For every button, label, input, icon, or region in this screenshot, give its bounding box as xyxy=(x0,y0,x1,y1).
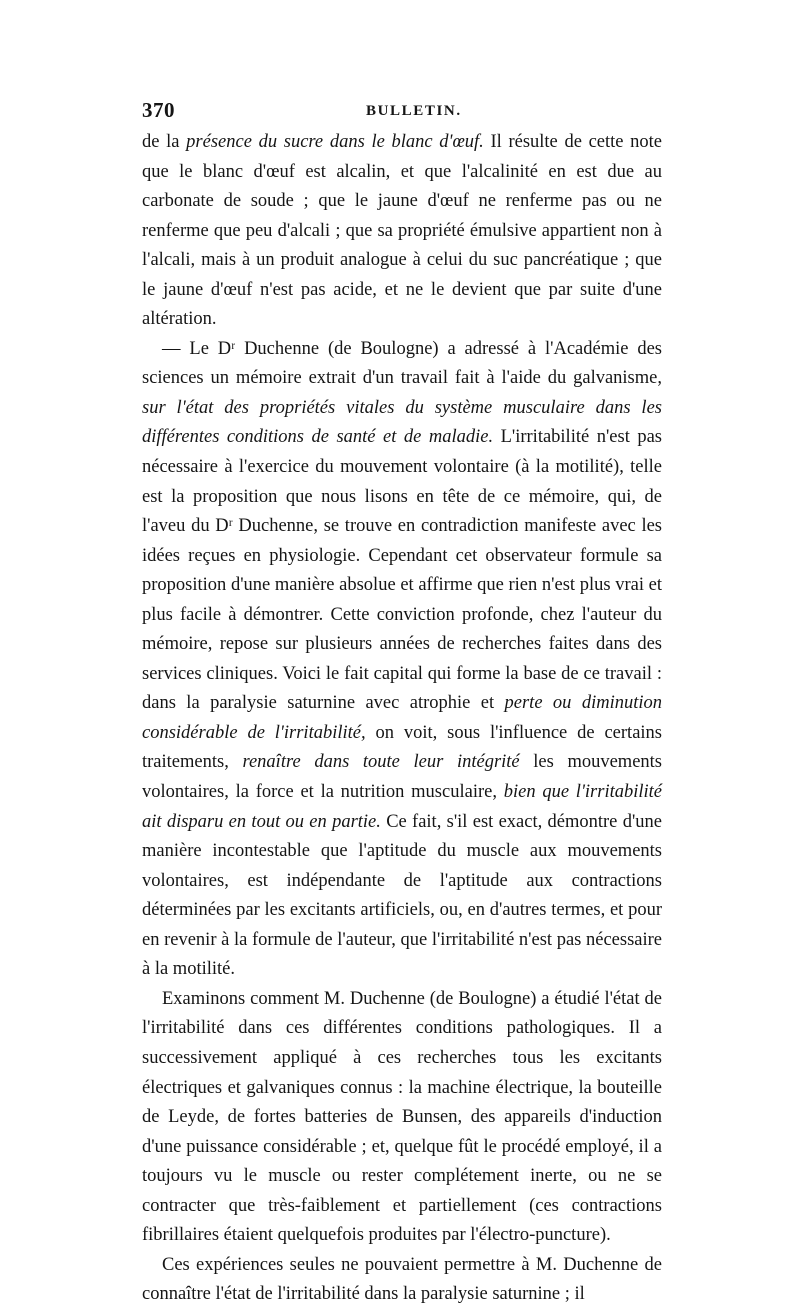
page-header xyxy=(142,98,662,124)
text-run: de la xyxy=(142,132,187,152)
text-run: — Le Dʳ Duchenne (de Boulogne) a adressé à l'Académie des sciences un mémoire extrait d'un travail fait à l'aide du galvanisme, xyxy=(142,338,662,389)
italic-text: présence du sucre dans le blanc d'œuf. xyxy=(186,132,484,152)
body-text xyxy=(142,128,662,1310)
text-run: Il résulte de cette note que le blanc d'œuf est alcalin, et que l'alcalinité en est due au carbonate de soude ; que le jaune d'œuf ne renferme pas ou ne renferme que peu d'alcali ; que sa propriété émulsive appartient non à l'alcali, mais à un produit analogue à celui du suc pancréatique ; que le jaune d'œuf n'est pas acide, et ne le devient que par suite d'une altération. xyxy=(142,132,663,330)
paragraph xyxy=(142,985,662,1251)
italic-text: renaître dans toute leur intégrité xyxy=(242,752,520,773)
text-run: on voit, sous l'influence de certains traitements, xyxy=(142,722,662,773)
text-run: Ces expériences seules ne pouvaient permettre à M. Duchenne de connaître l'état de l'irritabilité dans la paralysie saturnine ; il xyxy=(142,1254,662,1305)
paragraph xyxy=(142,128,662,335)
paragraph xyxy=(142,1251,662,1310)
italic-text: perte ou diminution considérable de l'irritabilité, xyxy=(142,693,662,743)
paragraph xyxy=(142,335,662,985)
text-run: les mouvements volontaires, la force et la nutrition musculaire, xyxy=(142,752,662,803)
text-run: L'irritabilité n'est pas nécessaire à l'exercice du mouvement volontaire (à la motilité), telle est la proposition que nous lisons en tête de ce mémoire, qui, de l'aveu du Dʳ Duchenne, se trouve en contradiction manifeste avec les idées reçues en physiologie. Cependant cet observateur formule sa proposition d'une manière absolue et affirme que rien n'est plus vrai et plus facile à démontrer. Cette conviction profonde, chez l'auteur du mémoire, repose sur plusieurs années de recherches faites dans des services cliniques. Voici le fait capital qui forme la base de ce travail : dans la paralysie saturnine avec atrophie et xyxy=(142,427,662,714)
italic-text: sur l'état des propriétés vitales du système musculaire dans les différentes conditions de santé et de maladie. xyxy=(142,397,662,448)
italic-text: bien que l'irritabilité ait disparu en tout ou en partie. xyxy=(142,782,662,832)
text-run: Ce fait, s'il est exact, démontre d'une manière incontestable que l'aptitude du muscle aux mouvements volontaires, est indépendante de l'aptitude aux contractions déterminées par les excitants artificiels, ou, en d'autres termes, et pour en revenir à la formule de l'auteur, que l'irritabilité n'est pas nécessaire à la motilité. xyxy=(142,811,662,980)
page-number: 370 xyxy=(142,98,175,122)
text-run: Examinons comment M. Duchenne (de Boulogne) a étudié l'état de l'irritabilité dans ces différentes conditions pathologiques. Il a successivement appliqué à ces recherches tous les excitants électriques et galvaniques connus : la machine électrique, la bouteille de Leyde, de fortes batteries de Bunsen, des appareils d'induction d'une puissance considérable ; et, quelque fût le procédé employé, il a toujours vu le muscle ou rester complétement inerte, ou ne se contracter que très-faiblement et partiellement (ces contractions fibrillaires étaient quelquefois produites par l'électro-puncture). xyxy=(142,988,662,1246)
running-head: BULLETIN. xyxy=(366,103,462,119)
